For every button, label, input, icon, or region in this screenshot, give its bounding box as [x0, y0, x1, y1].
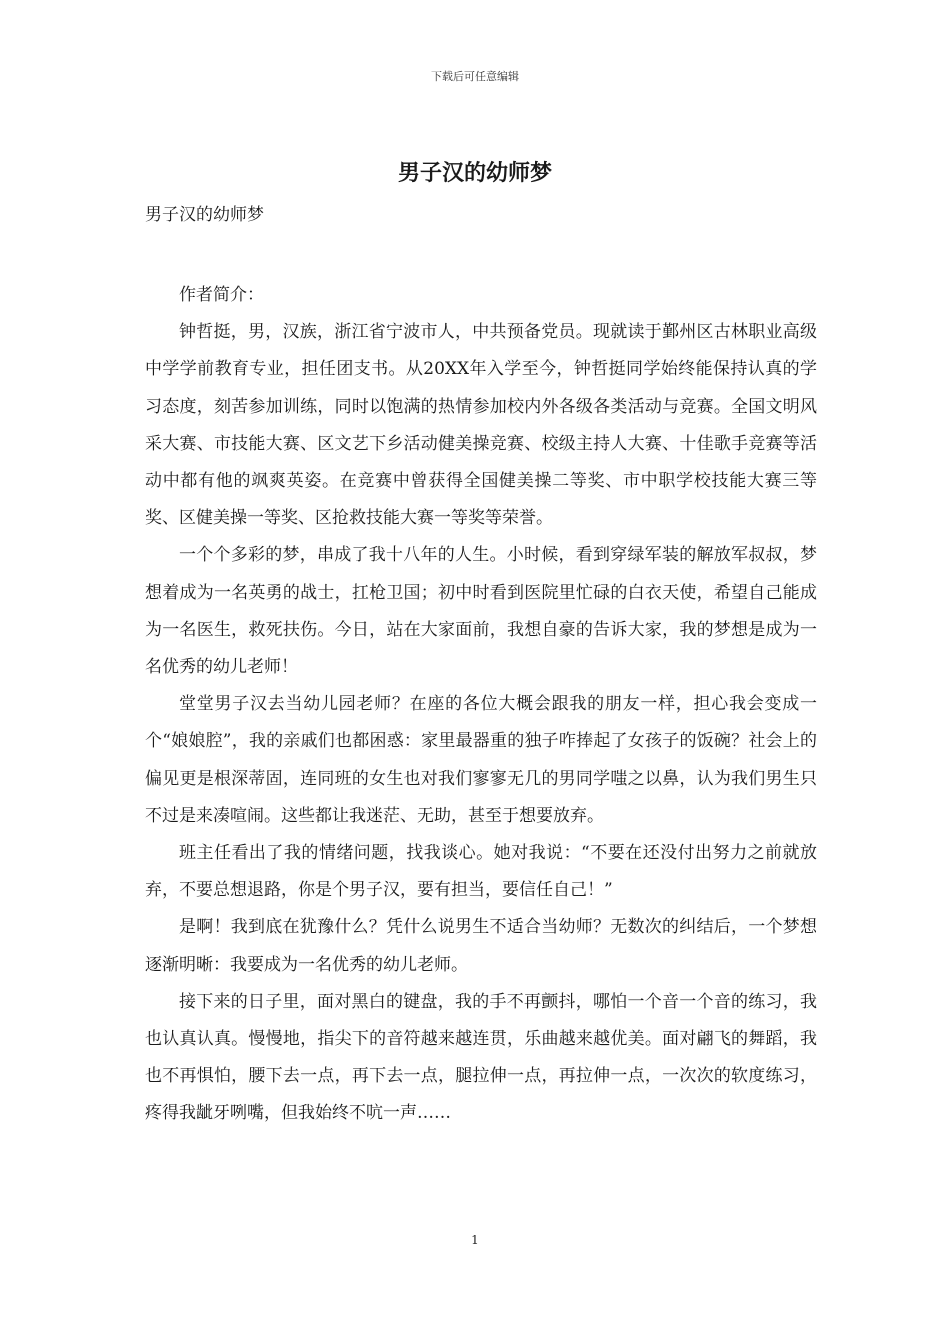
page-header-note: 下载后可任意编辑 — [431, 70, 519, 83]
paragraph: 一个个多彩的梦，串成了我十八年的人生。小时候，看到穿绿军装的解放军叔叔，梦想着成为一名英勇的战士，扛枪卫国；初中时看到医院里忙碌的白衣天使，希望自己能成为一名医生，救死扶伤。今日，站在大家面前，我想自豪的告诉大家，我的梦想是成为一名优秀的幼儿老师！ — [145, 545, 817, 678]
document-title: 男子汉的幼师梦 — [397, 160, 552, 186]
paragraph: 班主任看出了我的情绪问题，找我谈心。她对我说：“不要在还没付出努力之前就放弃，不要总想退路，你是个男子汉，要有担当，要信任自己！” — [145, 843, 817, 901]
paragraph: 是啊！我到底在犹豫什么？凭什么说男生不适合当幼师？无数次的纠结后，一个梦想逐渐明晰：我要成为一名优秀的幼儿老师。 — [145, 917, 817, 975]
document-subtitle: 男子汉的幼师梦 — [145, 205, 264, 225]
paragraph-author-heading: 作者简介： — [179, 285, 264, 305]
page-number: 1 — [471, 1233, 479, 1247]
paragraph-author-bio: 钟哲挺，男，汉族，浙江省宁波市人，中共预备党员。现就读于鄞州区古林职业高级中学学前教育专业，担任团支书。从20XX年入学至今，钟哲挺同学始终能保持认真的学习态度，刻苦参加训练，同时以饱满的热情参加校内外各级各类活动与竞赛。全国文明风采大赛、市技能大赛、区文艺下乡活动健美操竞赛、校级主持人大赛、十佳歌手竞赛等活动中都有他的飒爽英姿。在竞赛中曾获得全国健美操二等奖、市中职学校技能大赛三等奖、区健美操一等奖、区抢救技能大赛一等奖等荣誉。 — [145, 322, 817, 529]
document-body — [145, 277, 817, 1133]
paragraph: 堂堂男子汉去当幼儿园老师？在座的各位大概会跟我的朋友一样，担心我会变成一个“娘娘腔”，我的亲戚们也都困惑：家里最器重的独子咋捧起了女孩子的饭碗？社会上的偏见更是根深蒂固，连同班的女生也对我们寥寥无几的男同学嗤之以鼻，认为我们男生只不过是来凑喧闹。这些都让我迷茫、无助，甚至于想要放弃。 — [145, 694, 817, 826]
paragraph: 接下来的日子里，面对黑白的键盘，我的手不再颤抖，哪怕一个音一个音的练习，我也认真认真。慢慢地，指尖下的音符越来越连贯，乐曲越来越优美。面对翩飞的舞蹈，我也不再惧怕，腰下去一点，再下去一点，腿拉伸一点，再拉伸一点，一次次的软度练习，疼得我龇牙咧嘴，但我始终不吭一声…… — [145, 991, 817, 1124]
